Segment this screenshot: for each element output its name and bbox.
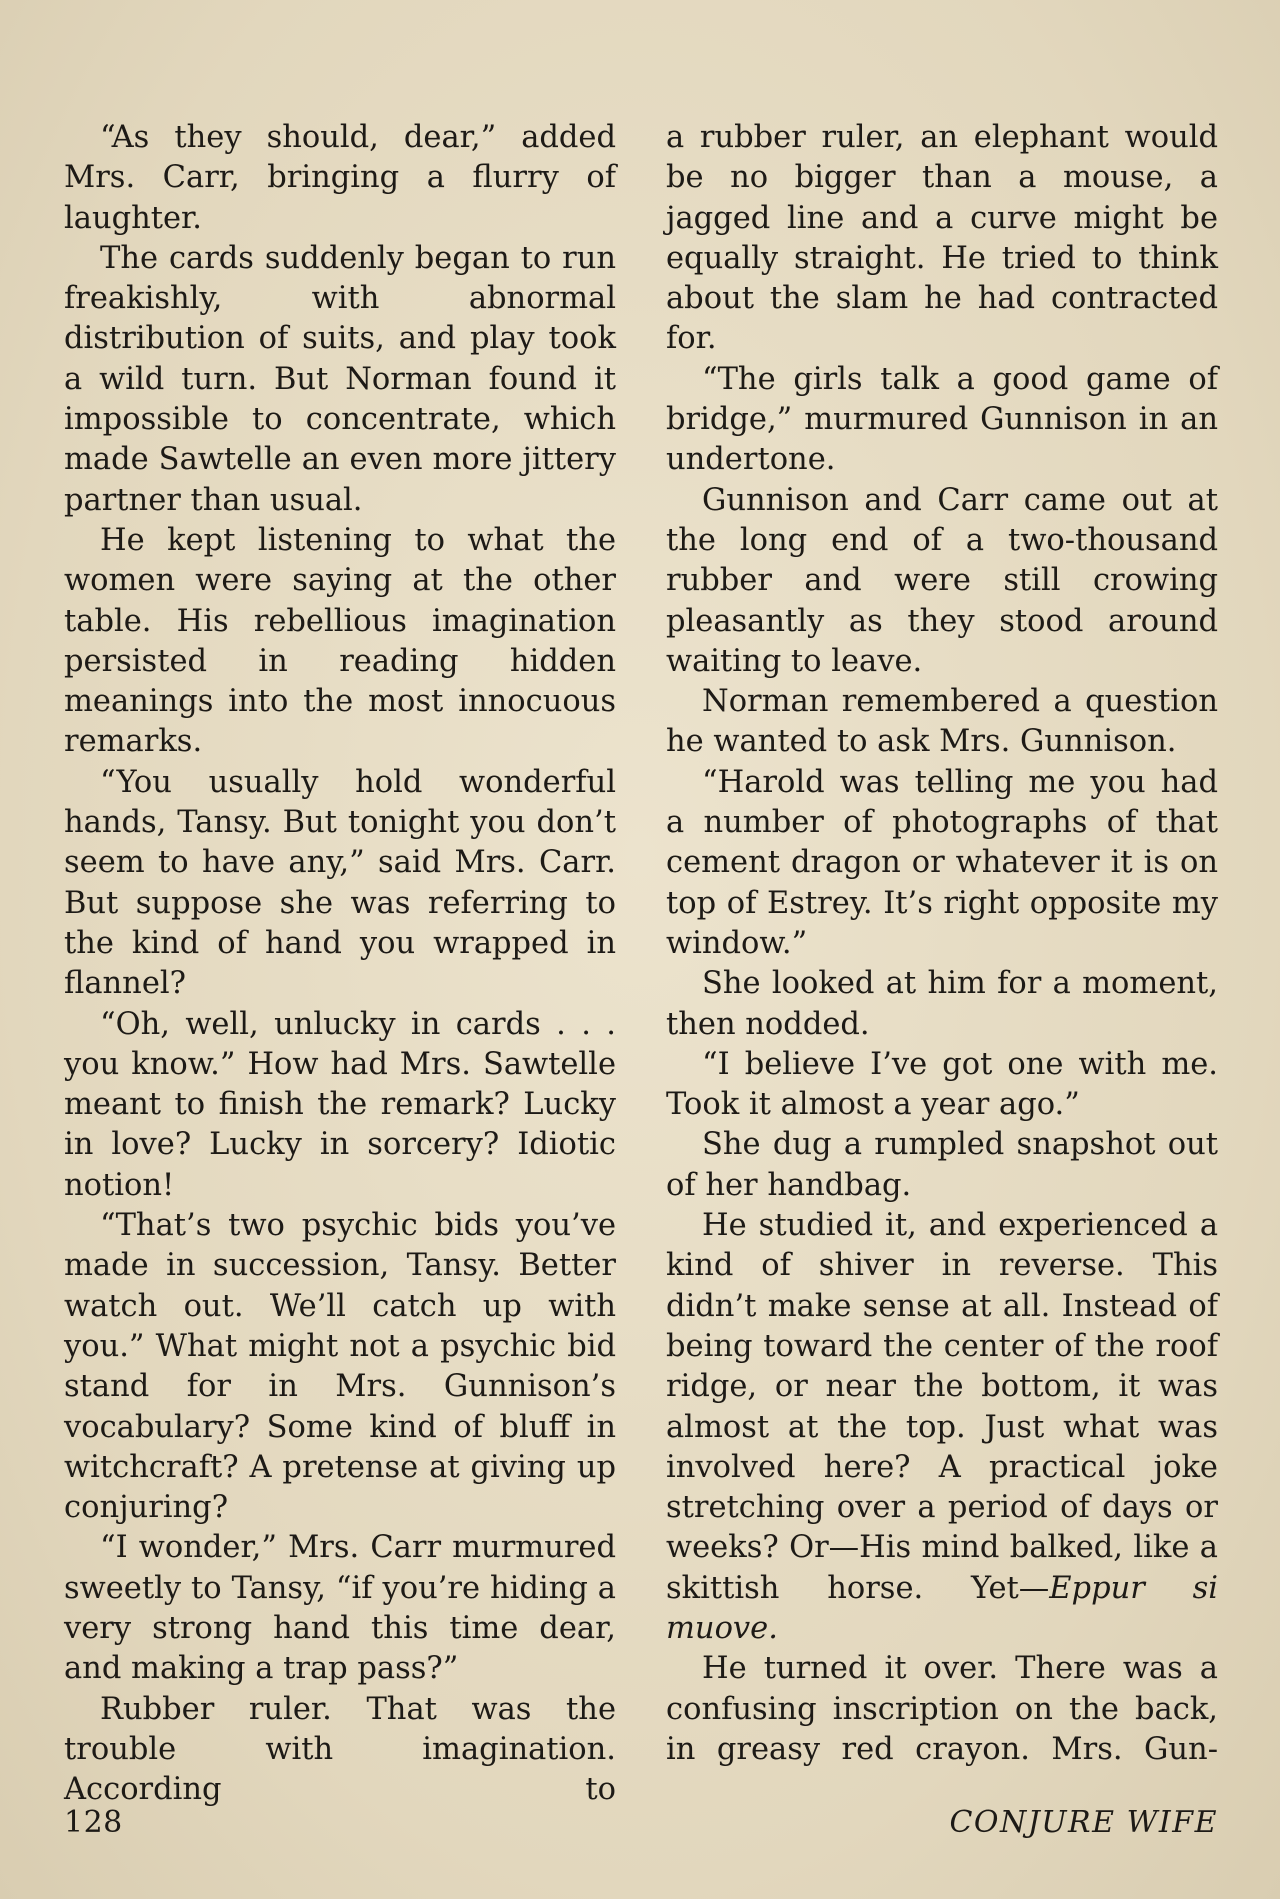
paragraph xyxy=(666,1649,1218,1770)
paragraph xyxy=(64,1690,616,1811)
paragraph-text: “I wonder,” Mrs. Carr murmured sweetly to Tansy, “if you’re hiding a very strong hand this time dear, and making a trap pass?” xyxy=(64,1530,616,1687)
right-column xyxy=(666,118,1218,1770)
paragraph xyxy=(666,763,1218,964)
paragraph-text: “Harold was telling me you had a number of photographs of that cement dragon or whatever it is on top of Estrey. It’s right opposite my window.” xyxy=(666,764,1218,961)
paragraph xyxy=(64,521,616,763)
page-number: 128 xyxy=(64,1805,123,1840)
paragraph-text: “The girls talk a good game of bridge,” murmured Gunnison in an undertone. xyxy=(666,361,1218,478)
paragraph-text: Gunnison and Carr came out at the long end of a two-thousand rubber and were still crowing pleasantly as they stood around waiting to leave. xyxy=(666,482,1218,679)
paragraph xyxy=(666,1045,1218,1126)
paragraph-text: She looked at him for a moment, then nodded. xyxy=(666,966,1218,1042)
paragraph xyxy=(666,118,1218,360)
paragraph xyxy=(64,239,616,521)
paragraph xyxy=(666,481,1218,682)
paragraph-text: “You usually hold wonderful hands, Tansy. But tonight you don’t seem to have any,” said Mrs. Carr. But suppose she was referring to the kind of hand you wrapped in flannel? xyxy=(64,764,616,1002)
paragraph xyxy=(666,1206,1218,1649)
paragraph-text: “I believe I’ve got one with me. Took it almost a year ago.” xyxy=(666,1046,1218,1123)
paragraph-text: “Oh, well, unlucky in cards . . . you know.” How had Mrs. Sawtelle meant to finish the remark? Lucky in love? Lucky in sorcery? Idiotic notion! xyxy=(64,1006,616,1203)
paragraph xyxy=(64,118,616,239)
paragraph-text: Norman remembered a question he wanted to ask Mrs. Gunnison. xyxy=(666,684,1218,760)
paragraph-text: He kept listening to what the women were saying at the other table. His rebellious imagination persisted in reading hidden meanings into the most innocuous remarks. xyxy=(64,522,616,760)
paragraph xyxy=(666,1125,1218,1206)
left-column xyxy=(64,118,616,1810)
paragraph-text: “As they should, dear,” added Mrs. Carr, bringing a flurry of laughter. xyxy=(64,120,616,236)
paragraph xyxy=(666,360,1218,481)
paragraph xyxy=(64,763,616,1005)
paragraph-text: He turned it over. There was a confusing inscription on the back, in greasy red crayon. Mrs. Gun- xyxy=(666,1651,1218,1767)
paragraph-text: He studied it, and experienced a kind of shiver in reverse. This didn’t make sense at all. Instead of being toward the center of the roof ridge, or near the bottom, it was almost at the top. Just what was involved here? A practical joke stretching over a period of days or weeks? Or—His mind balked, like a skittish horse. Yet— xyxy=(666,1208,1218,1606)
paragraph-text: “That’s two psychic bids you’ve made in succession, Tansy. Better watch out. We’ll catch up with you.” What might not a psychic bid stand for in Mrs. Gunnison’s vocabulary? Some kind of bluff in witchcraft? A pretense at giving up conjuring? xyxy=(64,1208,616,1526)
paragraph xyxy=(64,1528,616,1689)
paragraph-text: She dug a rumpled snapshot out of her handbag. xyxy=(666,1127,1218,1203)
paragraph xyxy=(64,1005,616,1206)
paragraph xyxy=(666,964,1218,1045)
paragraph-text: Rubber ruler. That was the trouble with imagination. According to xyxy=(64,1691,616,1808)
paragraph-text: a rubber ruler, an elephant would be no bigger than a mouse, a jagged line and a curve might be equally straight. He tried to think about the slam he had contracted for. xyxy=(666,120,1218,357)
italic-phrase: Eppur si muove. xyxy=(666,1570,1218,1646)
paragraph xyxy=(64,1206,616,1528)
running-title: CONJURE WIFE xyxy=(949,1805,1218,1840)
paragraph xyxy=(666,682,1218,763)
paragraph-text: The cards suddenly began to run freakishly, with abnormal distribution of suits, and play took a wild turn. But Norman found it impossible to concentrate, which made Sawtelle an even more jittery partner than usual. xyxy=(64,240,616,518)
